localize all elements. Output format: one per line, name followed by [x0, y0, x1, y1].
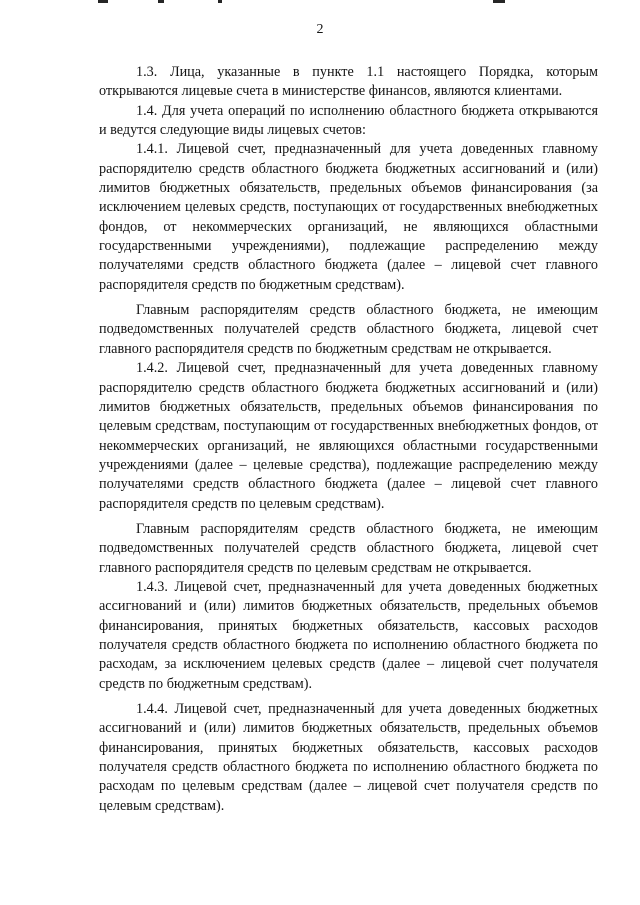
document-body [99, 63, 598, 816]
paragraph-1-4-2-note: Главным распорядителям средств областного бюджета, не имеющим подведомственных получателей средств областного бюджета, лицевой счет главного распорядителя средств по целевым средствам не открывается. [99, 520, 598, 576]
page-number: 2 [316, 22, 324, 37]
paragraph-1-4-1-note: Главным распорядителям средств областного бюджета, не имеющим подведомственных получателей средств областного бюджета, лицевой счет главного распорядителя средств по бюджетным средствам не открывается. [99, 302, 598, 357]
paragraph-1-4-1: 1.4.1. Лицевой счет, предназначенный для учета доведенных главному распорядителю средств областного бюджета бюджетных ассигнований и (или) лимитов бюджетных обязательств, предельных объемов финансирования (за исключением целевых средств, поступающих от государственных внебюджетных фондов, от некоммерческих организаций, не являющихся областными государственными учреждениями), подлежащие распределению между получателями средств областного бюджета (далее – лицевой счет главного распорядителя средств по бюджетным средствам). [99, 141, 598, 293]
paragraph-1-4-3: 1.4.3. Лицевой счет, предназначенный для учета доведенных бюджетных ассигнований и (или) лимитов бюджетных обязательств, предельных объемов финансирования, принятых бюджетных обязательств, кассовых расходов получателя средств областного бюджета по исполнению областного бюджета по расходам, за исключением целевых средств (далее – лицевой счет получателя средств по бюджетным средствам). [99, 578, 598, 692]
scan-artifact-top-edge [98, 0, 538, 5]
paragraph-1-4-2: 1.4.2. Лицевой счет, предназначенный для учета доведенных главному распорядителю средств областного бюджета бюджетных ассигнований и (или) лимитов бюджетных обязательств, предельных объемов финансирования по целевым средствам, поступающим от государственных внебюджетных фондов, от некоммерческих организаций, не являющихся областными государственными учреждениями (далее – целевые средства), подлежащие распределению между получателями средств областного бюджета (далее – лицевой счет главного распорядителя средств по целевым средствам). [99, 360, 598, 512]
paragraph-1-3: 1.3. Лица, указанные в пункте 1.1 настоящего Порядка, которым открываются лицевые счета в министерстве финансов, являются клиентами. [99, 64, 598, 100]
paragraph-1-4: 1.4. Для учета операций по исполнению областного бюджета открываются и ведутся следующие виды лицевых счетов: [99, 102, 598, 139]
paragraph-1-4-4: 1.4.4. Лицевой счет, предназначенный для учета доведенных бюджетных ассигнований и (или) лимитов бюджетных обязательств, предельных объемов финансирования, принятых бюджетных обязательств, кассовых расходов получателя средств областного бюджета по исполнению областного бюджета по расходам по целевым средствам (далее – лицевой счет получателя средств по целевым средствам). [99, 701, 598, 814]
